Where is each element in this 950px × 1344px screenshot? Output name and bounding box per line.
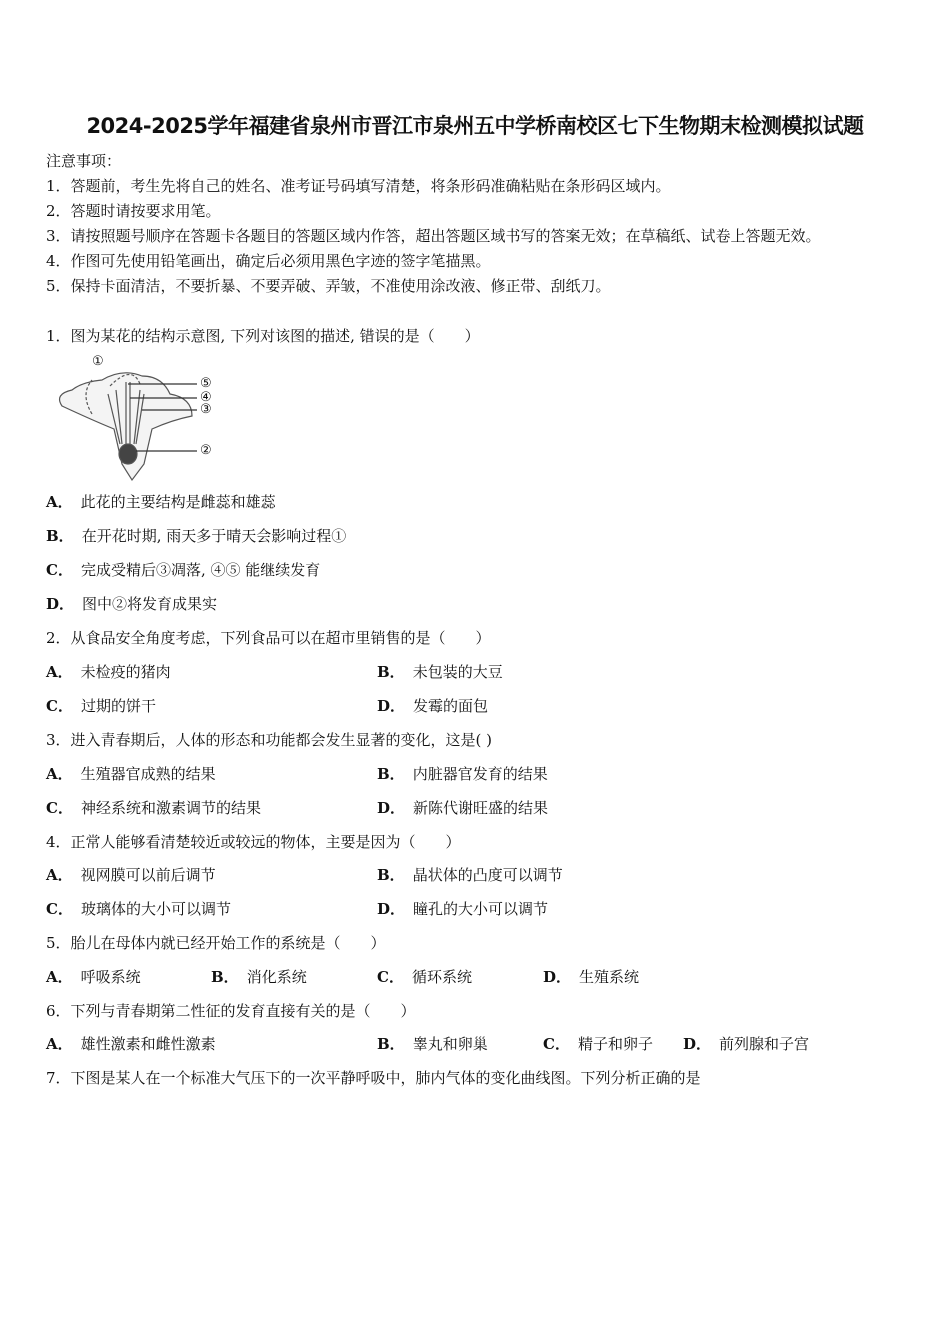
question-stem: 2．从食品安全角度考虑，下列食品可以在超市里销售的是（ ） <box>46 629 491 647</box>
notice-item: 5．保持卡面清洁，不要折暴、不要弄破、弄皱，不准使用涂改液、修正带、刮纸刀。 <box>46 277 611 295</box>
option-text: 新陈代谢旺盛的结果 <box>413 799 549 817</box>
option-text: 此花的主要结构是雌蕊和雄蕊 <box>80 493 276 511</box>
option-b[interactable] <box>377 865 563 885</box>
option-text: 精子和卵子 <box>577 1035 653 1053</box>
option-c[interactable] <box>46 560 320 580</box>
option-key: C． <box>543 1035 570 1053</box>
option-key: D． <box>543 968 572 986</box>
option-text: 在开花时期, 雨天多于晴天会影响过程① <box>81 527 347 545</box>
option-b[interactable] <box>377 1034 488 1054</box>
option-a[interactable] <box>46 662 171 682</box>
option-text: 图中②将发育成果实 <box>82 595 218 613</box>
option-text: 晶状体的凸度可以调节 <box>412 866 563 884</box>
option-c[interactable] <box>543 1034 653 1054</box>
option-text: 生殖器官成熟的结果 <box>80 765 216 783</box>
question-stem: 1．图为某花的结构示意图, 下列对该图的描述, 错误的是（ ） <box>46 327 480 345</box>
option-key: B． <box>46 527 74 545</box>
option-key: A． <box>46 866 73 884</box>
option-b[interactable] <box>377 662 503 682</box>
option-d[interactable] <box>683 1034 809 1054</box>
option-a[interactable] <box>46 764 216 784</box>
option-c[interactable] <box>46 798 261 818</box>
option-c[interactable] <box>46 696 156 716</box>
option-text: 未检疫的猪肉 <box>80 663 171 681</box>
option-d[interactable] <box>46 594 217 614</box>
option-text: 消化系统 <box>246 968 307 986</box>
notice-item: 3．请按照题号顺序在答题卡各题目的答题区域内作答，超出答题区域书写的答案无效；在草稿纸、试卷上答题无效。 <box>46 227 821 245</box>
option-text: 过期的饼干 <box>80 697 156 715</box>
option-key: B． <box>377 663 405 681</box>
option-d[interactable] <box>377 899 548 919</box>
option-c[interactable] <box>377 967 472 987</box>
option-d[interactable] <box>377 696 488 716</box>
page-title: 2024-2025学年福建省泉州市晋江市泉州五中学桥南校区七下生物期末检测模拟试题 <box>86 114 864 138</box>
option-key: B． <box>377 1035 405 1053</box>
diagram-label-5: ⑤ <box>200 376 212 391</box>
option-text: 呼吸系统 <box>80 968 141 986</box>
option-text: 生殖系统 <box>579 968 640 986</box>
option-text: 玻璃体的大小可以调节 <box>80 900 231 918</box>
option-key: A． <box>46 968 73 986</box>
diagram-label-1: ① <box>92 354 104 369</box>
question-stem: 4．正常人能够看清楚较近或较远的物体，主要是因为（ ） <box>46 833 461 851</box>
option-key: C． <box>377 968 404 986</box>
option-b[interactable] <box>211 967 307 987</box>
flower-structure-diagram <box>52 354 222 482</box>
option-text: 内脏器官发育的结果 <box>412 765 548 783</box>
option-key: A． <box>46 1035 73 1053</box>
diagram-label-4: ④ <box>200 390 212 405</box>
option-b[interactable] <box>46 526 346 546</box>
option-key: C． <box>46 799 73 817</box>
option-text: 完成受精后③凋落, ④⑤ 能继续发育 <box>80 561 321 579</box>
option-a[interactable] <box>46 865 216 885</box>
diagram-label-3: ③ <box>200 402 212 417</box>
option-key: A． <box>46 765 73 783</box>
option-d[interactable] <box>377 798 548 818</box>
option-key: C． <box>46 697 73 715</box>
option-c[interactable] <box>46 899 231 919</box>
option-key: D． <box>377 697 406 715</box>
option-key: B． <box>377 866 405 884</box>
option-key: A． <box>46 663 73 681</box>
option-text: 未包装的大豆 <box>412 663 503 681</box>
option-key: B． <box>211 968 239 986</box>
question-stem: 5．胎儿在母体内就已经开始工作的系统是（ ） <box>46 934 386 952</box>
option-text: 视网膜可以前后调节 <box>80 866 216 884</box>
question-stem: 3．进入青春期后，人体的形态和功能都会发生显著的变化，这是( ) <box>46 731 493 749</box>
question-stem: 6．下列与青春期第二性征的发育直接有关的是（ ） <box>46 1002 416 1020</box>
option-key: C． <box>46 900 73 918</box>
notice-item: 4．作图可先使用铅笔画出，确定后必须用黑色字迹的签字笔描黑。 <box>46 252 491 270</box>
option-key: D． <box>377 900 406 918</box>
option-a[interactable] <box>46 492 276 512</box>
option-a[interactable] <box>46 967 141 987</box>
option-key: D． <box>683 1035 712 1053</box>
option-key: A． <box>46 493 73 511</box>
option-text: 发霉的面包 <box>413 697 489 715</box>
notice-item: 2．答题时请按要求用笔。 <box>46 202 221 220</box>
option-text: 雄性激素和雌性激素 <box>80 1035 216 1053</box>
option-text: 睾丸和卵巢 <box>412 1035 488 1053</box>
option-key: C． <box>46 561 73 579</box>
option-text: 循环系统 <box>411 968 472 986</box>
diagram-label-2: ② <box>200 443 212 458</box>
option-text: 瞳孔的大小可以调节 <box>413 900 549 918</box>
option-a[interactable] <box>46 1034 216 1054</box>
option-key: B． <box>377 765 405 783</box>
option-key: D． <box>46 595 75 613</box>
question-stem: 7．下图是某人在一个标准大气压下的一次平静呼吸中，肺内气体的变化曲线图。下列分析正确的是 <box>46 1069 701 1087</box>
option-b[interactable] <box>377 764 548 784</box>
option-text: 神经系统和激素调节的结果 <box>80 799 261 817</box>
option-d[interactable] <box>543 967 639 987</box>
option-key: D． <box>377 799 406 817</box>
option-text: 前列腺和子宫 <box>719 1035 810 1053</box>
notice-heading: 注意事项： <box>46 152 122 170</box>
notice-item: 1．答题前，考生先将自己的姓名、准考证号码填写清楚，将条形码准确粘贴在条形码区域内。 <box>46 177 671 195</box>
